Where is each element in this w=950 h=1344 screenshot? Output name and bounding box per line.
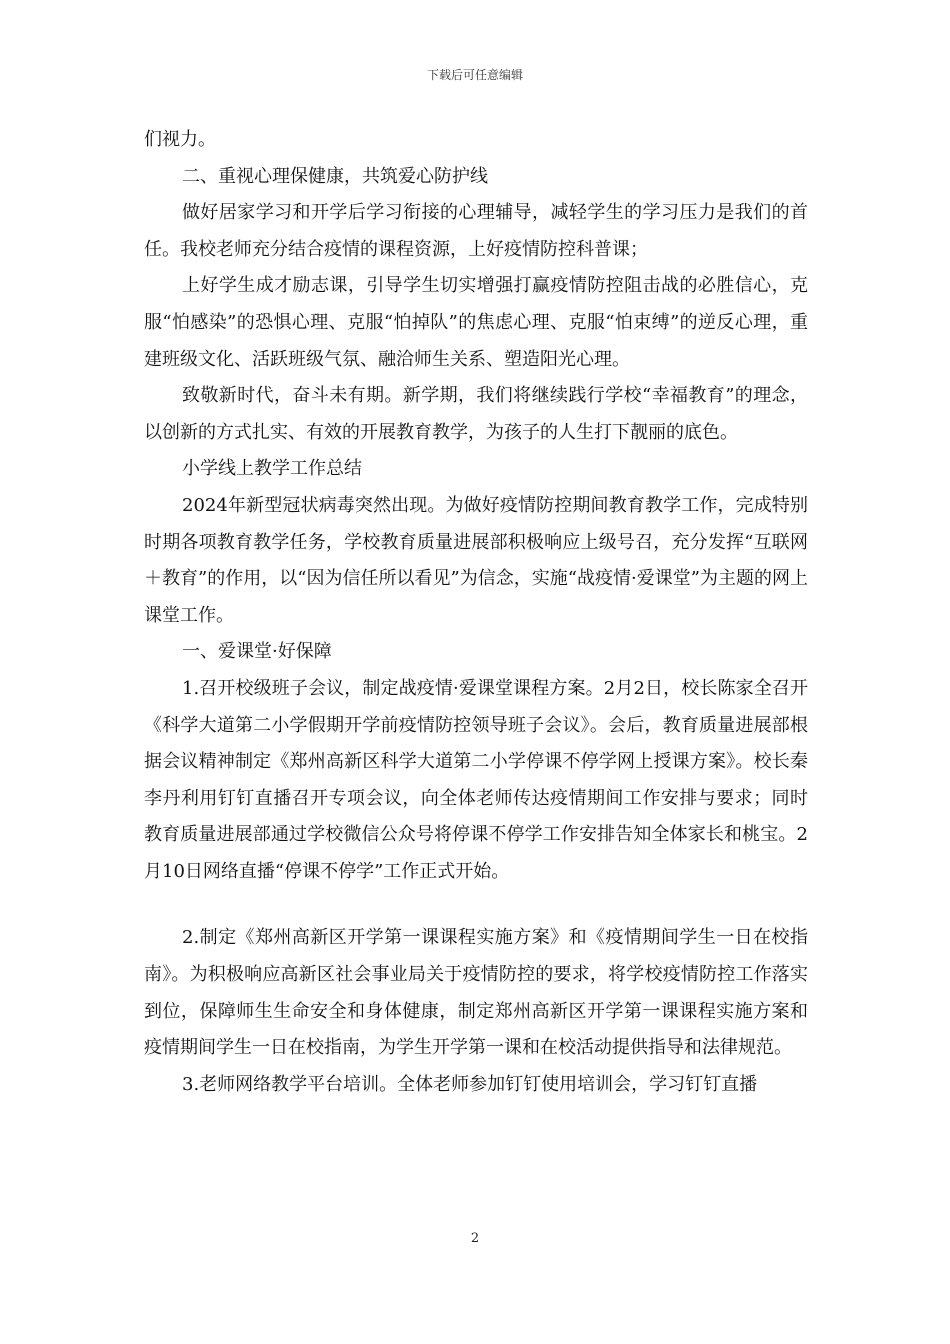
paragraph-continuation: 们视力。: [144, 129, 216, 150]
page-number: 2: [470, 1231, 480, 1246]
paragraph: 致敬新时代，奋斗未有期。新学期，我们将继续践行学校“幸福教育”的理念，以创新的方式扎实、有效的开展教育教学，为孩子的人生打下靓丽的底色。: [144, 385, 808, 443]
document-body: [144, 122, 808, 1103]
section-heading-psychology: 二、重视心理保健康，共筑爱心防护线: [182, 165, 488, 187]
list-item: 3.老师网络教学平台培训。全体老师参加钉钉使用培训会，学习钉钉直播: [182, 1073, 758, 1095]
section-heading-guarantee: 一、爱课堂·好保障: [182, 641, 332, 663]
paragraph: 做好居家学习和开学后学习衔接的心理辅导，减轻学生的学习压力是我们的首任。我校老师充分结合疫情的课程资源，上好疫情防控科普课；: [144, 202, 808, 260]
document-title: 小学线上教学工作总结: [182, 458, 362, 480]
page-header: 下载后可任意编辑: [426, 68, 523, 82]
paragraph: 2024年新型冠状病毒突然出现。为做好疫情防控期间教育教学工作，完成特别时期各项教育教学任务，学校教育质量进展部积极响应上级号召，充分发挥“互联网＋教育”的作用，以“因为信任所以看见”为信念，实施“战疫情·爱课堂”为主题的网上课堂工作。: [144, 494, 808, 626]
list-item: 1.召开校级班子会议，制定战疫情·爱课堂课程方案。2月2日，校长陈家全召开《科学大道第二小学假期开学前疫情防控领导班子会议》。会后，教育质量进展部根据会议精神制定《郑州高新区科学大道第二小学停课不停学网上授课方案》。校长秦李丹利用钉钉直播召开专项会议，向全体老师传达疫情期间工作安排与要求；同时教育质量进展部通过学校微信公众号将停课不停学工作安排告知全体家长和桃宝。2月10日网络直播“停课不停学”工作正式开始。: [144, 677, 808, 882]
list-item: 2.制定《郑州高新区开学第一课课程实施方案》和《疫情期间学生一日在校指南》。为积极响应高新区社会事业局关于疫情防控的要求，将学校疫情防控工作落实到位，保障师生生命安全和身体健康，制定郑州高新区开学第一课课程实施方案和疫情期间学生一日在校指南，为学生开学第一课和在校活动提供指导和法律规范。: [144, 927, 808, 1059]
paragraph: 上好学生成才励志课，引导学生切实增强打赢疫情防控阻击战的必胜信心，克服“怕感染”的恐惧心理、克服“怕掉队”的焦虑心理、克服“怕束缚”的逆反心理，重建班级文化、活跃班级气氛、融洽师生关系、塑造阳光心理。: [144, 275, 808, 370]
